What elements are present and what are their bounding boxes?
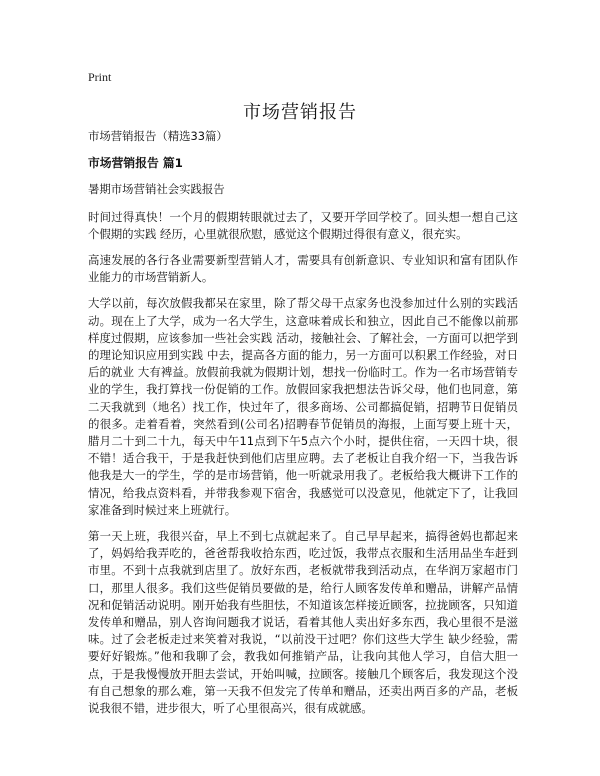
paragraph: 第一天上班，我很兴奋，早上不到七点就起来了。自己早早起来，搞得爸妈也都起来了，妈妈给我弄吃的，爸爸帮我收拾东西，吃过饭，我带点衣服和生活用品坐车赶到市里。不到十点我就到店里了。放好东西，老板就带我到活动点，在华润万家超市门口，那里人很多。我们这些促销员要做的是，给行人顾客发传单和赠品，讲解产品情况和促销活动说明。刚开始我有些胆怯，不知道该怎样接近顾客，拉拢顾客，只知道发传单和赠品，别人咨询问题我才说话，看着其他人卖出好多东西，我心里很不是滋味。过了会老板走过来笑着对我说，“以前没干过吧？你们这些大学生 缺少经验，需要好好锻炼。”他和我聊了会，教我如何推销产品，让我向其他人学习，自信大胆一点，于是我慢慢放开胆去尝试，开始叫喊，拉顾客。接触几个顾客后，我发现这个没有自己想象的那么难，第一天我不但发完了传单和赠品，还卖出两百多的产品，老板说我很不错，进步很大，听了心里很高兴，很有成就感。 — [88, 529, 518, 716]
paragraph: 大学以前，每次放假我都呆在家里，除了帮父母干点家务也没参加过什么别的实践活动。现在上了大学，成为一名大学生，这意味着成长和独立，因此自己不能像以前那样度过假期，应该参加一些社会实践 活动，接触社会、了解社会，一方面可以把学到的理论知识应用到实践 中去，提高各方面的能力，另一方面可以积累工作经验，对日后的就业 大有裨益。放假前我就为假期计划，想找一份临时工。作为一名市场营销专业的学生，我打算找一份促销的工作。放假回家我把想法告诉父母，他们也同意，第二天我就到（地名）找工作，快过年了，很多商场、公司都搞促销，招聘节日促销员的很多。走着看着，突然看到(公司名)招聘春节促销员的海报，上面写要上班十天，腊月二十到二十九，每天中午11点到下午5点六个小时，提供住宿，一天四十块，很不错！适合我干，于是我赶快到他们店里应聘。去了老板让自我介绍一下，当我告诉他我是大一的学生，学的是市场营销，他一听就录用我了。老板给我大概讲下工作的情况，给我点资料看，并带我参观下宿舍，我感觉可以没意见，他就定下了，让我回家准备到时候过来上班就行。 — [88, 296, 518, 517]
paragraph: 时间过得真快！一个月的假期转眼就过去了，又要开学回学校了。回头想一想自己这个假期的实践 经历，心里就很欣慰，感觉这个假期过得很有意义，很充实。 — [88, 209, 518, 241]
document-subtitle: 市场营销报告（精选33篇） — [88, 129, 228, 143]
print-link[interactable]: Print — [88, 70, 112, 84]
page-title: 市场营销报告 — [243, 102, 357, 123]
section-subheading: 暑期市场营销社会实践报告 — [88, 182, 225, 197]
section-heading: 市场营销报告 篇1 — [88, 156, 183, 171]
document-body — [88, 128, 518, 726]
paragraph: 高速发展的各行各业需要新型营销人才，需要具有创新意识、专业知识和富有团队作业能力的市场营销新人。 — [88, 253, 518, 285]
